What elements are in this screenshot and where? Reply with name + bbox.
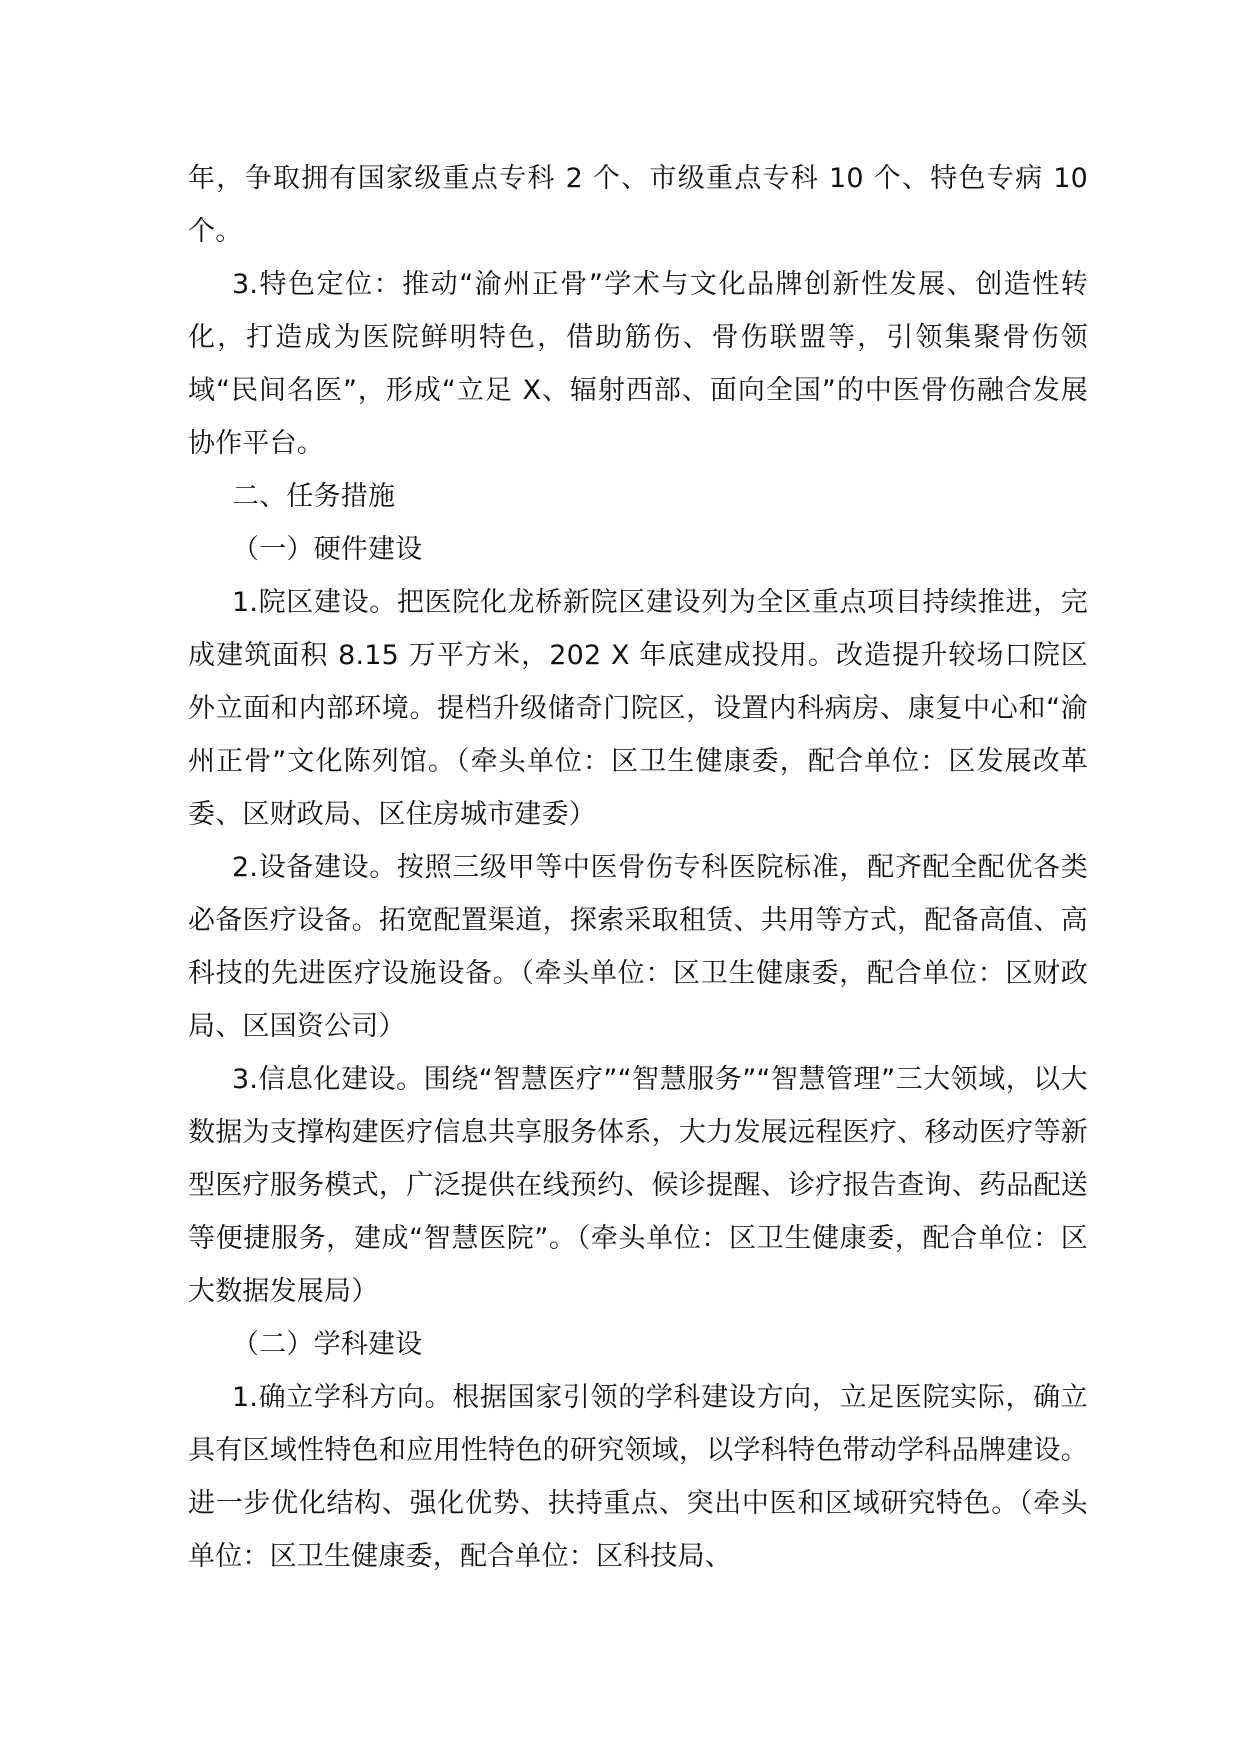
paragraph-discipline-direction: 1.确立学科方向。根据国家引领的学科建设方向，立足医院实际，确立具有区域性特色和应用性特色的研究领域，以学科特色带动学科品牌建设。进一步优化结构、强化优势、扶持重点、突出中医和区域研究特色。（牵头单位：区卫生健康委，配合单位：区科技局、 xyxy=(188,1382,1088,1572)
paragraph-specialty-targets: 年，争取拥有国家级重点专科 2 个、市级重点专科 10 个、特色专病 10 个。 xyxy=(188,163,1088,247)
section-heading-tasks: 二、任务措施 xyxy=(232,481,396,512)
subsection-heading-discipline: （二）学科建设 xyxy=(232,1329,423,1360)
paragraph-equipment-construction: 2.设备建设。按照三级甲等中医骨伤专科医院标准，配齐配全配优各类必备医疗设备。拓宽配置渠道，探索采取租赁、共用等方式，配备高值、高科技的先进医疗设施设备。（牵头单位：区卫生健康委，配合单位：区财政局、区国资公司） xyxy=(188,852,1088,1042)
paragraph-information-construction: 3.信息化建设。围绕“智慧医疗”“智慧服务”“智慧管理”三大领域，以大数据为支撑构建医疗信息共享服务体系，大力发展远程医疗、移动医疗等新型医疗服务模式，广泛提供在线预约、候诊提醒、诊疗报告查询、药品配送等便捷服务，建成“智慧医院”。（牵头单位：区卫生健康委，配合单位：区大数据发展局） xyxy=(188,1064,1088,1307)
paragraph-feature-positioning: 3.特色定位：推动“渝州正骨”学术与文化品牌创新性发展、创造性转化，打造成为医院鲜明特色，借助筋伤、骨伤联盟等，引领集聚骨伤领域“民间名医”，形成“立足 X、辐射西部、面向全国”的中医骨伤融合发展协作平台。 xyxy=(188,269,1088,459)
paragraph-campus-construction: 1.院区建设。把医院化龙桥新院区建设列为全区重点项目持续推进，完成建筑面积 8.15 万平方米，202 X 年底建成投用。改造提升较场口院区外立面和内部环境。提档升级储奇门院区，设置内科病房、康复中心和“渝州正骨”文化陈列馆。（牵头单位：区卫生健康委，配合单位：区发展改革委、区财政局、区住房城市建委） xyxy=(188,587,1088,830)
subsection-heading-hardware: （一）硬件建设 xyxy=(232,534,423,565)
document-page xyxy=(188,152,1088,1583)
